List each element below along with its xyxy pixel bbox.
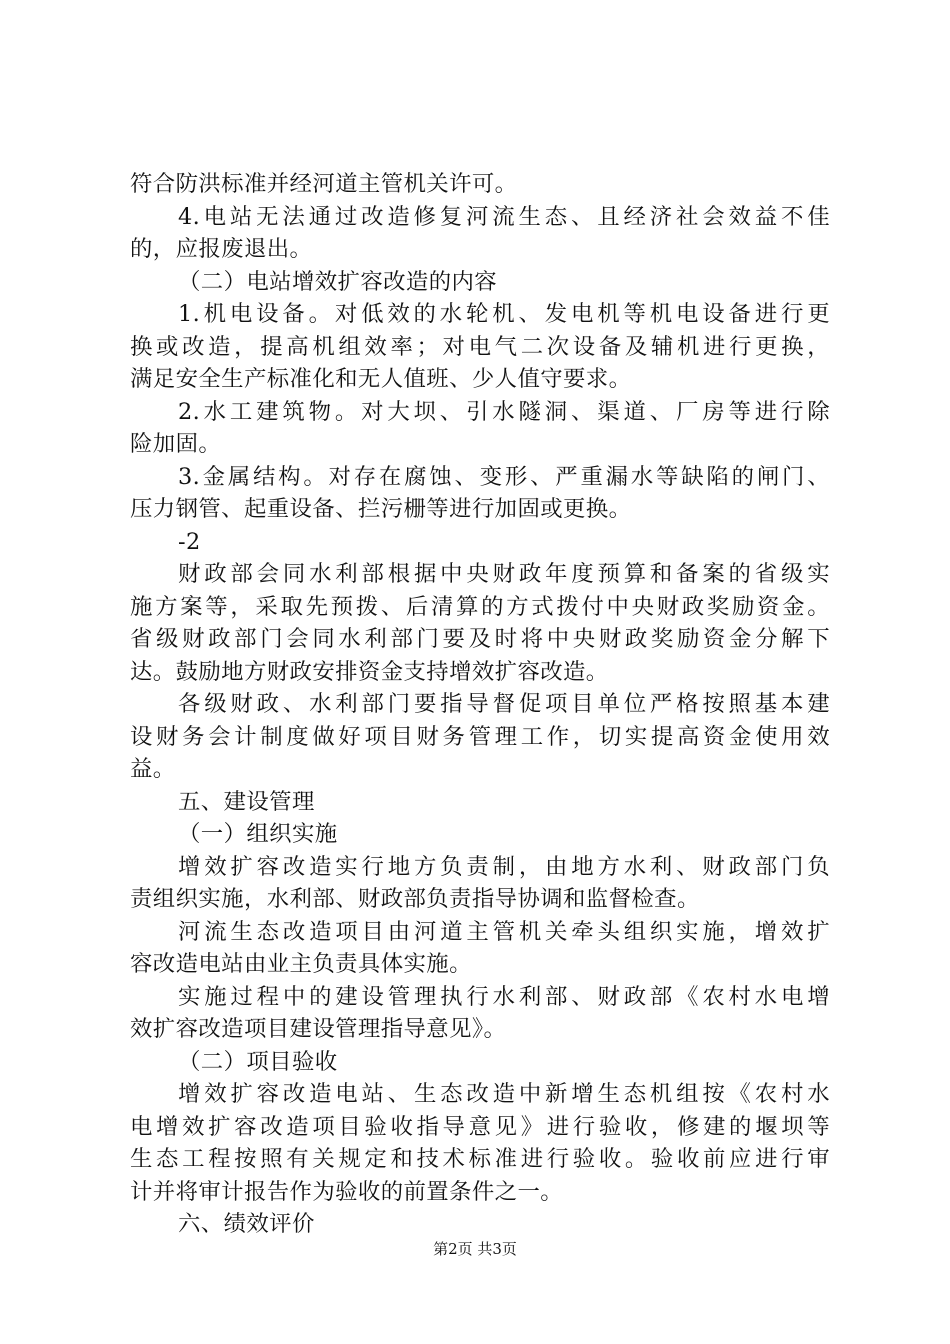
text-line: 增效扩容改造电站、生态改造中新增生态机组按《农村水 — [178, 1081, 830, 1107]
text-line: 生态工程按照有关规定和技术标准进行验收。验收前应进行审 — [130, 1146, 830, 1172]
text-line: 符合防洪标准并经河道主管机关许可。 — [130, 171, 518, 197]
text-line: 增效扩容改造实行地方负责制，由地方水利、财政部门负 — [178, 853, 830, 880]
text-line: 的，应报废退出。 — [130, 236, 313, 262]
text-line: 容改造电站由业主负责具体实施。 — [130, 951, 472, 977]
text-line: 3.金属结构。对存在腐蚀、变形、严重漏水等缺陷的闸门、 — [178, 463, 830, 490]
text-line: （二）项目验收 — [178, 1048, 338, 1075]
text-line: 六、绩效评价 — [178, 1211, 315, 1237]
text-line: 各级财政、水利部门要指导督促项目单位严格按照基本建 — [178, 691, 830, 717]
text-line: 压力钢管、起重设备、拦污栅等进行加固或更换。 — [130, 496, 632, 522]
text-line: 益。 — [130, 756, 176, 782]
text-line: 险加固。 — [130, 431, 222, 457]
text-line: 设财务会计制度做好项目财务管理工作，切实提高资金使用效 — [130, 723, 830, 750]
text-line: 换或改造，提高机组效率；对电气二次设备及辅机进行更换， — [130, 333, 830, 360]
text-line: 省级财政部门会同水利部门要及时将中央财政奖励资金分解下 — [130, 626, 830, 652]
text-line: 五、建设管理 — [178, 788, 315, 815]
page-footer: 第2页 共3页 — [433, 1240, 517, 1258]
text-line: 责组织实施，水利部、财政部负责指导协调和监督检查。 — [130, 886, 700, 912]
text-line: 财政部会同水利部根据中央财政年度预算和备案的省级实 — [178, 561, 830, 587]
text-line: 1.机电设备。对低效的水轮机、发电机等机电设备进行更 — [178, 301, 830, 327]
text-line: 电增效扩容改造项目验收指导意见》进行验收，修建的堰坝等 — [130, 1113, 830, 1140]
text-line: 达。鼓励地方财政安排资金支持增效扩容改造。 — [130, 658, 609, 685]
text-line: 河流生态改造项目由河道主管机关牵头组织实施，增效扩 — [178, 918, 830, 945]
text-line: （一）组织实施 — [178, 821, 338, 847]
document-body — [130, 168, 830, 1241]
text-line: 效扩容改造项目建设管理指导意见》。 — [130, 1016, 507, 1042]
text-line: 施方案等，采取先预拨、后清算的方式拨付中央财政奖励资金。 — [130, 593, 830, 620]
text-line: 2.水工建筑物。对大坝、引水隧洞、渠道、厂房等进行除 — [178, 398, 830, 425]
text-line: （二）电站增效扩容改造的内容 — [178, 268, 498, 295]
text-line: -2 — [178, 528, 201, 555]
text-line: 4.电站无法通过改造修复河流生态、且经济社会效益不佳 — [178, 203, 830, 230]
text-line: 计并将审计报告作为验收的前置条件之一。 — [130, 1178, 564, 1205]
text-line: 满足安全生产标准化和无人值班、少人值守要求。 — [130, 366, 632, 392]
text-line: 实施过程中的建设管理执行水利部、财政部《农村水电增 — [178, 983, 830, 1010]
